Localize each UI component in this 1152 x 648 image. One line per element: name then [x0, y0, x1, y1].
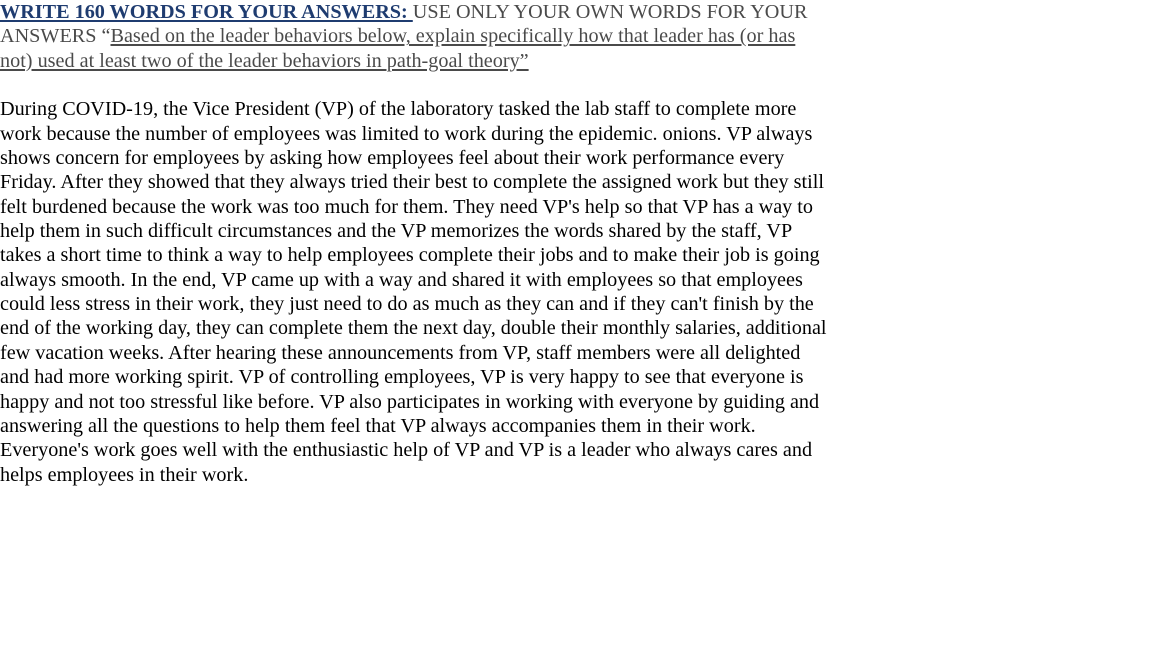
prompt-question: Based on the leader behaviors below, explain specifically how that leader has (or has not) used at least two of the leader behaviors in path-goal theory”	[0, 25, 796, 72]
answer-paragraph: During COVID-19, the Vice President (VP) of the laboratory tasked the lab staff to complete more work because the number of employees was limited to work during the epidemic. onions. VP always shows concern for employees by asking how employees feel about their work performance every Friday. After they showed that they always tried their best to complete the assigned work but they still felt burdened because the work was too much for them. They need VP's help so that VP has a way to help them in such difficult circumstances and the VP memorizes the words shared by the staff, VP takes a short time to think a way to help employees complete their jobs and to make their job is going always smooth. In the end, VP came up with a way and shared it with employees so that employees could less stress in their work, they just need to do as much as they can and if they can't finish by the end of the working day, they can complete them the next day, double their monthly salaries, additional few vacation weeks. After hearing these announcements from VP, staff members were all delighted and had more working spirit. VP of controlling employees, VP is very happy to see that everyone is happy and not too stressful like before. VP also participates in working with everyone by guiding and answering all the questions to help them feel that VP always accompanies them in their work. Everyone's work goes well with the enthusiastic help of VP and VP is a leader who always cares and helps employees in their work.	[0, 98, 827, 486]
prompt-paragraph	[0, 0, 830, 73]
prompt-instruction: USE ONLY YOUR OWN WORDS FOR YOUR ANSWERS	[0, 1, 808, 48]
prompt-lead: WRITE 160 WORDS FOR YOUR ANSWERS:	[0, 1, 413, 23]
prompt-open-quote: “	[101, 25, 111, 48]
paragraph-spacer	[0, 73, 830, 97]
